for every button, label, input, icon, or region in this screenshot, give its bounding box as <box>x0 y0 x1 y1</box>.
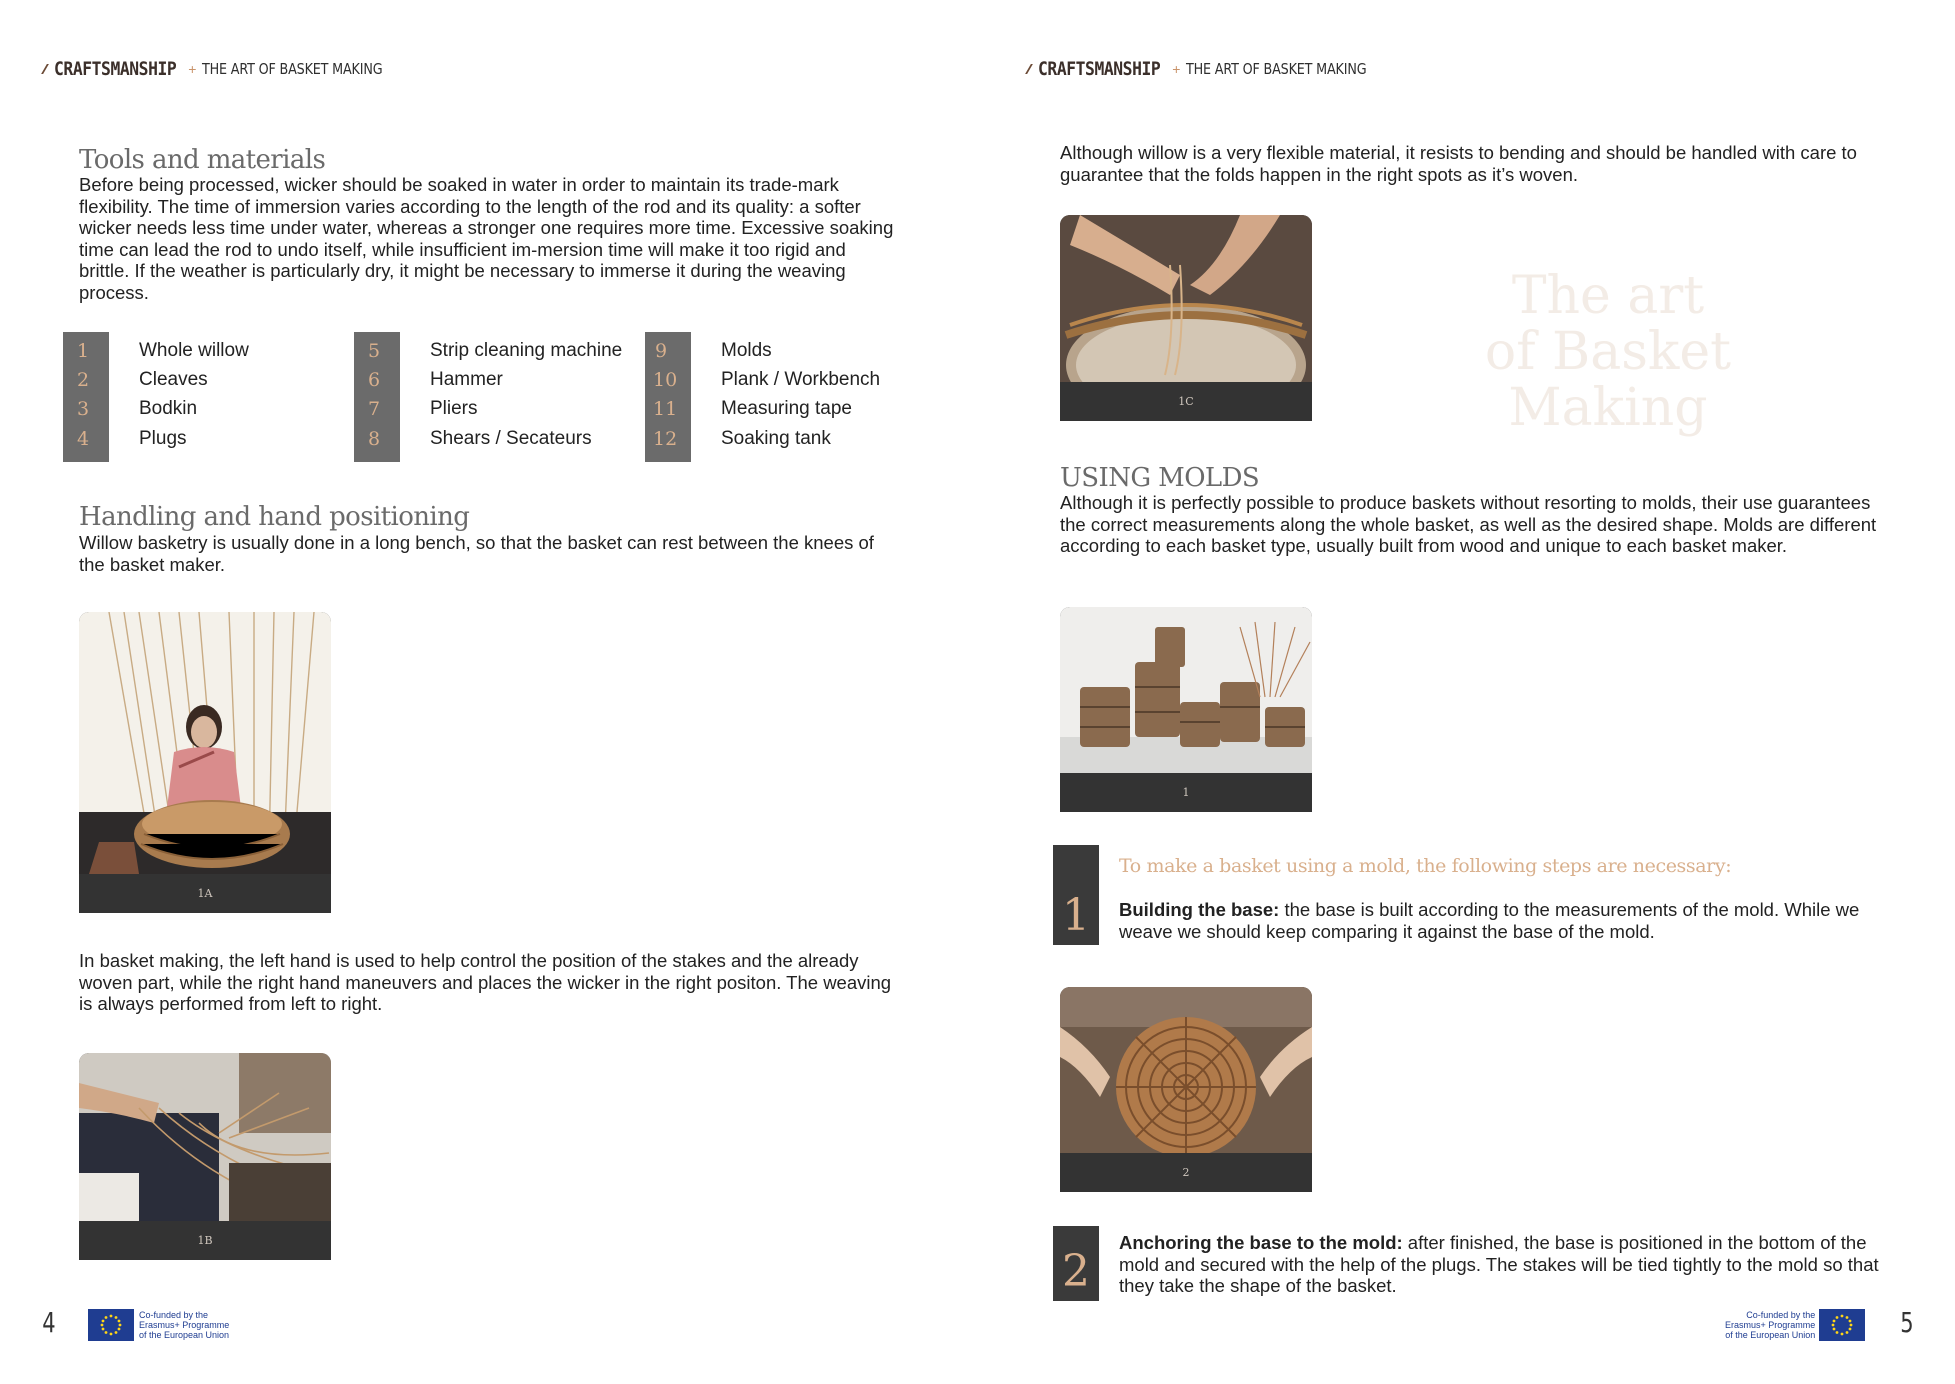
photo-caption: 1C <box>1060 382 1312 421</box>
brand-mark-icon <box>1025 64 1039 74</box>
photo-1 <box>1060 607 1312 812</box>
plus-icon: + <box>1172 61 1181 77</box>
eu-line: Co-funded by the <box>1746 1310 1816 1320</box>
page-right <box>978 0 1955 1384</box>
step-1-description: the base is built according to the measurements of the mold. While we weave we should keep comparing it against the base of the mold. <box>1119 899 1860 942</box>
folding-willow-photo <box>1060 215 1312 382</box>
weaving-hands-photo <box>79 1053 331 1221</box>
plus-icon: + <box>188 61 197 77</box>
intro-paragraph: Although willow is a very flexible material, it resists to bending and should be handled with care to guarantee that the folds happen in the right spots as it’s woven. <box>1060 142 1857 185</box>
header-subtitle: THE ART OF BASKET MAKING <box>1186 60 1367 78</box>
step-2-title: Anchoring the base to the mold: <box>1119 1232 1403 1253</box>
step-number-1: 1 <box>1053 845 1099 945</box>
basket-maker-photo <box>79 612 331 874</box>
molds-heading: USING MOLDS <box>1060 463 1260 493</box>
photo-1a <box>79 612 331 913</box>
steps-intro: To make a basket using a mold, the following steps are necessary: <box>1119 855 1732 877</box>
page-number: 5 <box>1900 1306 1914 1339</box>
page-number: 4 <box>42 1306 56 1339</box>
handling-heading: Handling and hand positioning <box>79 502 470 532</box>
step-2-text <box>1119 1232 1909 1297</box>
page-header <box>44 58 415 80</box>
eu-line: Erasmus+ Programme <box>139 1320 230 1330</box>
tools-heading: Tools and materials <box>79 145 326 175</box>
brand-mark-icon <box>41 64 55 74</box>
eu-line: Co-funded by the <box>139 1310 209 1320</box>
handling-paragraph: Willow basketry is usually done in a long bench, so that the basket can rest between the knees of the basket maker. <box>79 532 874 575</box>
photo-1b <box>79 1053 331 1260</box>
eu-flag-icon <box>1819 1309 1865 1341</box>
photo-caption: 1A <box>79 874 331 913</box>
step-1-text <box>1119 899 1909 942</box>
header-subtitle: THE ART OF BASKET MAKING <box>202 60 383 78</box>
step-1-title: Building the base: <box>1119 899 1280 920</box>
molds-paragraph: Although it is perfectly possible to produce baskets without resorting to molds, their use guarantees the correct measurements along the whole basket, as well as the desired shape. Molds are different according to each basket type, usually built from wood and unique to each basket maker. <box>1060 492 1877 556</box>
photo-caption: 1 <box>1060 773 1312 812</box>
eu-cofunded-badge <box>1725 1309 1865 1341</box>
tools-paragraph: Before being processed, wicker should be soaked in water in order to maintain its trade-mark flexibility. The time of immersion varies according to the length of the rod and its quality: a softer wicker needs less time under water, whereas a stronger one requires more time. Excessive soaking time can lead the rod to undo itself, while insufficient im-mersion time will make it too rigid and brittle. If the weather is particularly dry, it might be necessary to immerse it during the weaving process. <box>79 174 894 303</box>
photo-caption: 1B <box>79 1221 331 1260</box>
eu-line: of the European Union <box>1725 1330 1816 1340</box>
photo-caption: 2 <box>1060 1153 1312 1192</box>
eu-line: Erasmus+ Programme <box>1725 1320 1816 1330</box>
eu-line: of the European Union <box>139 1330 230 1340</box>
eu-flag-icon <box>88 1309 134 1341</box>
brand-name: CRAFTSMANSHIP <box>54 58 177 80</box>
photo-2 <box>1060 987 1312 1192</box>
page-header <box>1028 58 1399 80</box>
watermark-title: The art of Basket Making <box>1484 266 1732 438</box>
page-left: CRAFTSMANSHIP + THE ART OF BASKET MAKING Tools and materials Before being processed, wicker should be soaked in water in order to maintain its trade-mark flexibility. The time of immersion varies according to the length of the rod and its quality: a softer wicker needs less time under water, whereas a stronger one requires more time. Excessive soaking time can lead the rod to undo itself, while insufficient im-mersion time will make it too rigid and brittle. If the weather is particularly dry, it might be necessary to immerse it during the weaving process. 1 Whole willow 2 Cleaves 3 Bodkin 4 Plugs 5 Strip cleaning machine 6 Hammer 7 Pliers 8 Shears / Secateurs 9 Molds 10 Plank / Workbench 11 Measuring tape 12 Soaking tank Handling and hand positioning Willow basketry is usually done in a long bench, so that the basket can rest between the knees of the basket maker. 1A In basket making, the left hand is used to help control the position of the stakes and the already woven part, while the right hand maneuvers and places the wicker in the right positon. The weaving is always performed from left to right. 1B 4 Co-funded by the Erasmus+ Programme of the European Union <box>0 0 977 1384</box>
hand-paragraph: In basket making, the left hand is used to help control the position of the stakes and the already woven part, while the right hand maneuvers and places the wicker in the right positon. The weaving is always performed from left to right. <box>79 950 892 1014</box>
step-number-2: 2 <box>1053 1226 1099 1301</box>
woven-base-photo <box>1060 987 1312 1153</box>
brand-name: CRAFTSMANSHIP <box>1038 58 1161 80</box>
molds-photo <box>1060 607 1312 773</box>
photo-1c <box>1060 215 1312 421</box>
eu-cofunded-badge <box>88 1309 229 1341</box>
step-2-description: after finished, the base is positioned in the bottom of the mold and secured with the help of the plugs. The stakes will be tied tightly to the mold so that they take the shape of the basket. <box>1119 1232 1879 1296</box>
